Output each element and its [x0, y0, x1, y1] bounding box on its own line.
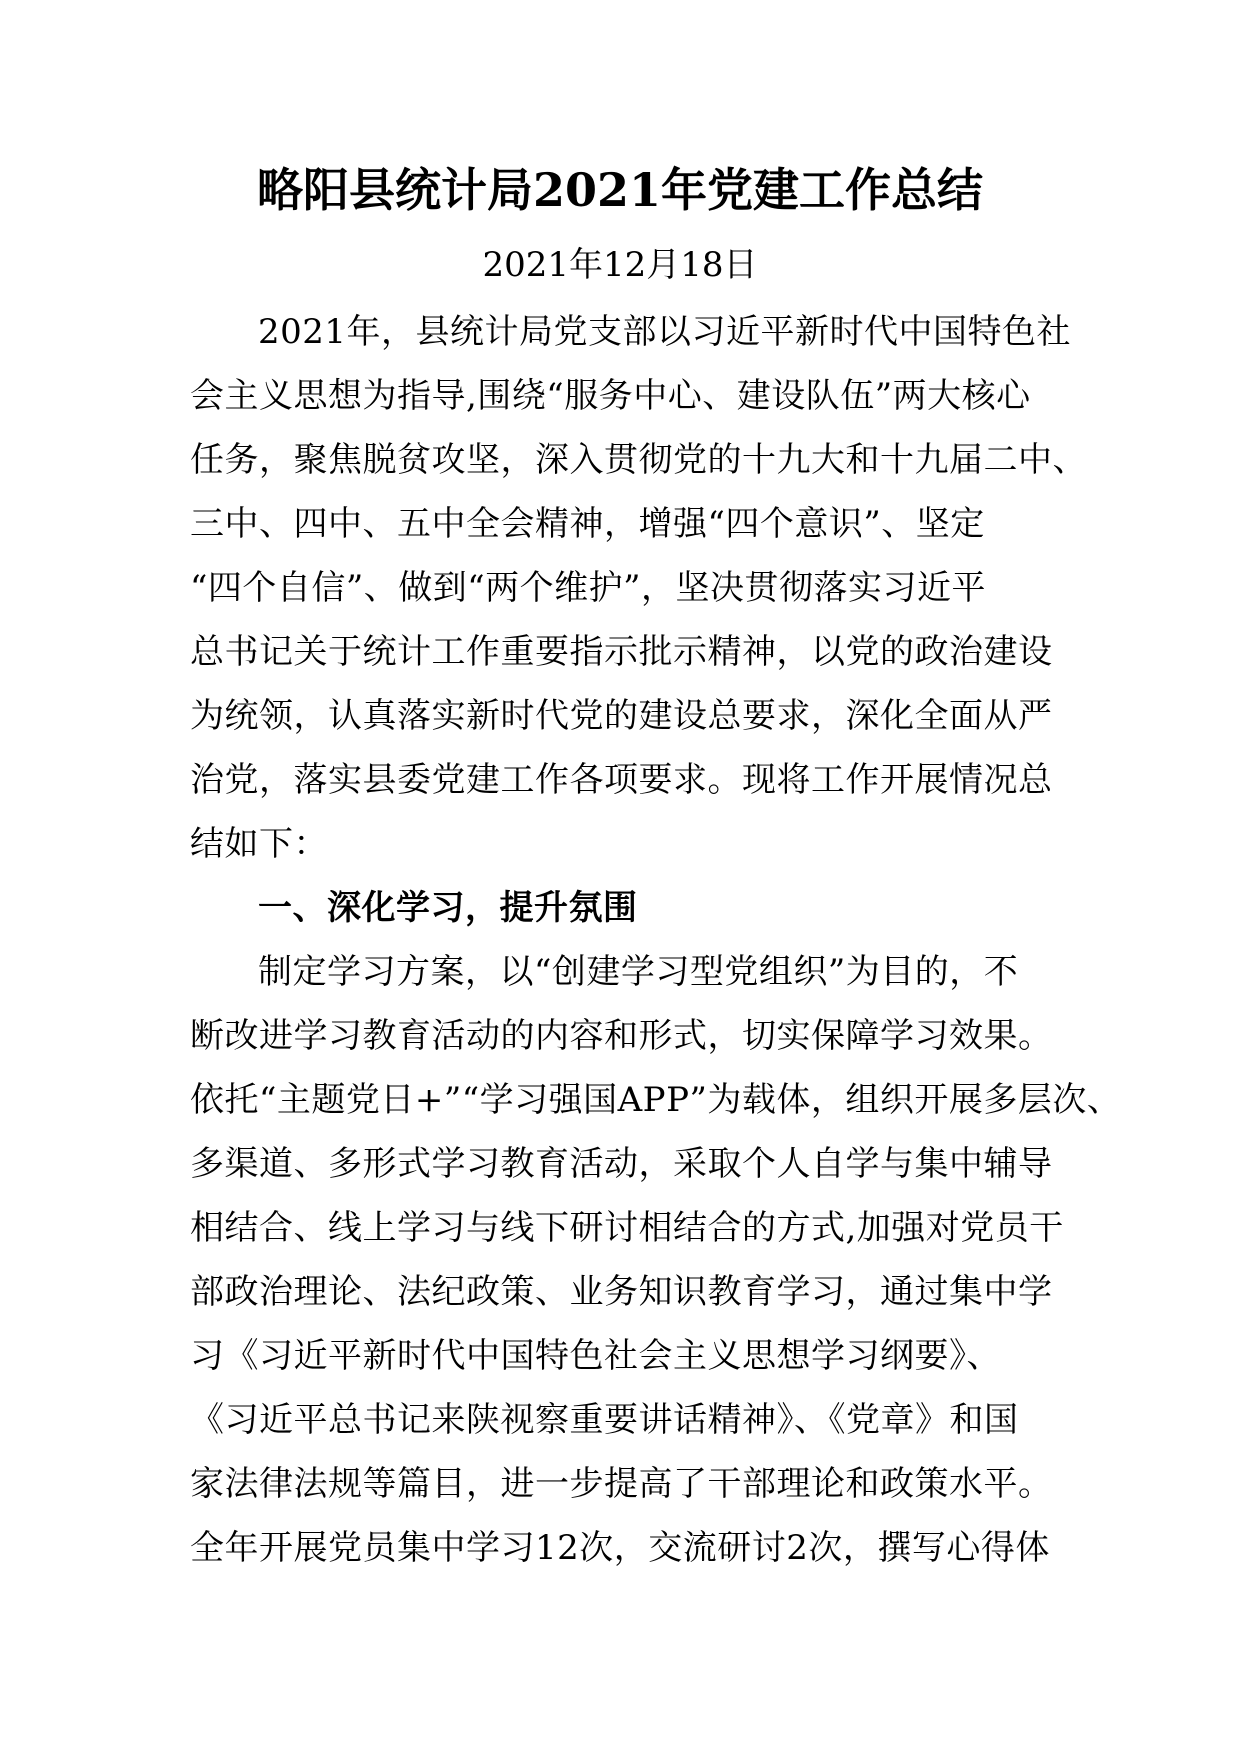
paragraph-line: 治党，落实县委党建工作各项要求。现将工作开展情况总 — [190, 760, 1053, 800]
paragraph-line: 会主义思想为指导,围绕“服务中心、建设队伍”两大核心 — [190, 376, 1031, 416]
paragraph-line: 全年开展党员集中学习12次，交流研讨2次，撰写心得体 — [190, 1528, 1050, 1568]
paragraph-line: 《习近平总书记来陕视察重要讲话精神》、《党章》和国 — [190, 1400, 1019, 1440]
paragraph-line: 断改进学习教育活动的内容和形式，切实保障学习效果。 — [190, 1016, 1053, 1056]
paragraph-line: 总书记关于统计工作重要指示批示精神，以党的政治建设 — [190, 632, 1053, 672]
paragraph-line: 三中、四中、五中全会精神，增强“四个意识”、坚定 — [190, 504, 985, 544]
paragraph-line: 2021年，县统计局党支部以习近平新时代中国特色社 — [258, 312, 1072, 352]
paragraph-line: 制定学习方案，以“创建学习型党组织”为目的，不 — [258, 952, 1019, 992]
document-title: 略阳县统计局2021年党建工作总结 — [256, 163, 984, 217]
paragraph-line: 家法律法规等篇目，进一步提高了干部理论和政策水平。 — [190, 1464, 1053, 1504]
paragraph-line: “四个自信”、做到“两个维护”，坚决贯彻落实习近平 — [190, 568, 987, 608]
document-date: 2021年12月18日 — [482, 245, 758, 285]
section-heading: 一、深化学习，提升氛围 — [258, 888, 638, 928]
document-body — [190, 300, 1122, 1580]
paragraph-line: 任务，聚焦脱贫攻坚，深入贯彻党的十九大和十九届二中、 — [190, 440, 1087, 480]
paragraph-line: 多渠道、多形式学习教育活动，采取个人自学与集中辅导 — [190, 1144, 1053, 1184]
paragraph-line: 习《习近平新时代中国特色社会主义思想学习纲要》、 — [190, 1336, 1001, 1376]
paragraph-line: 相结合、线上学习与线下研讨相结合的方式,加强对党员干 — [190, 1208, 1064, 1248]
paragraph-line: 依托“主题党日+”“学习强国APP”为载体，组织开展多层次、 — [190, 1080, 1122, 1120]
paragraph-line: 结如下： — [190, 824, 328, 864]
paragraph-line: 为统领，认真落实新时代党的建设总要求，深化全面从严 — [190, 696, 1053, 736]
paragraph-line: 部政治理论、法纪政策、业务知识教育学习，通过集中学 — [190, 1272, 1053, 1312]
